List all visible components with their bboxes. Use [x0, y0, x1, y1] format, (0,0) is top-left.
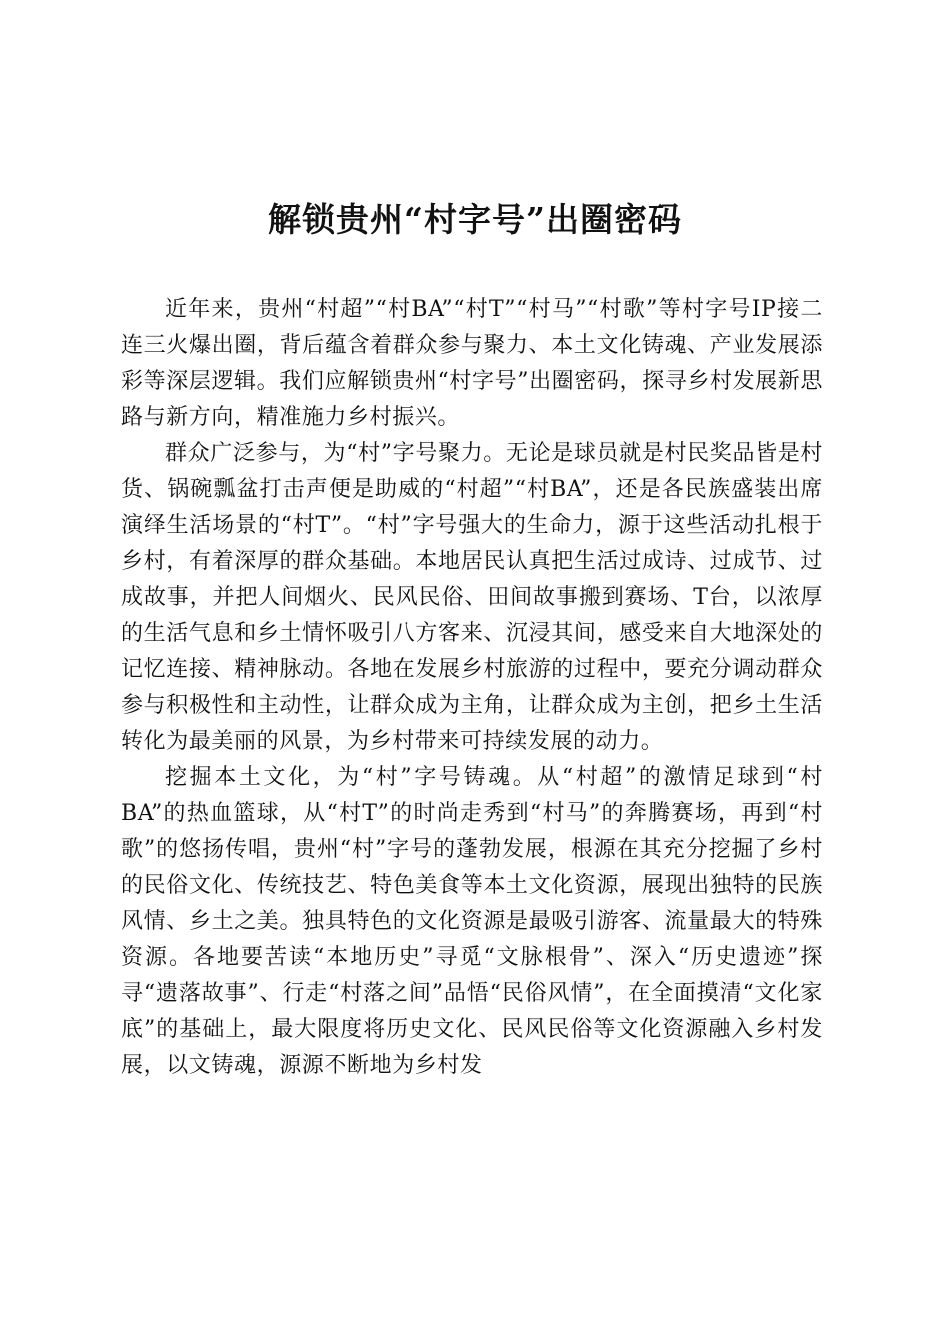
- paragraph-intro: 近年来，贵州“村超”“村BA”“村T”“村马”“村歌”等村字号IP接二连三火爆出圈，背后蕴含着群众参与聚力、本土文化铸魂、产业发展添彩等深层逻辑。我们应解锁贵州“村字号”出圈密码，探寻乡村发展新思路与新方向，精准施力乡村振兴。: [121, 297, 823, 430]
- article-body: [121, 292, 823, 1084]
- article-title: 解锁贵州“村字号”出圈密码: [268, 200, 682, 239]
- paragraph-mass-participation: 群众广泛参与，为“村”字号聚力。无论是球员就是村民奖品皆是村货、锅碗瓢盆打击声便是助威的“村超”“村BA”，还是各民族盛装出席演绎生活场景的“村T”。“村”字号强大的生命力，源于这些活动扎根于乡村，有着深厚的群众基础。本地居民认真把生活过成诗、过成节、过成故事，并把人间烟火、民风民俗、田间故事搬到赛场、T台，以浓厚的生活气息和乡土情怀吸引八方客来、沉浸其间，感受来自大地深处的记忆连接、精神脉动。各地在发展乡村旅游的过程中，要充分调动群众参与积极性和主动性，让群众成为主角，让群众成为主创，把乡土生活转化为最美丽的风景，为乡村带来可持续发展的动力。: [121, 441, 823, 754]
- paragraph-local-culture: 挖掘本土文化，为“村”字号铸魂。从“村超”的激情足球到“村BA”的热血篮球，从“村T”的时尚走秀到“村马”的奔腾赛场，再到“村歌”的悠扬传唱，贵州“村”字号的蓬勃发展，根源在其充分挖掘了乡村的民俗文化、传统技艺、特色美食等本土文化资源，展现出独特的民族风情、乡土之美。独具特色的文化资源是最吸引游客、流量最大的特殊资源。各地要苦读“本地历史”寻觅“文脉根骨”、深入“历史遗迹”探寻“遗落故事”、行走“村落之间”品悟“民俗风情”，在全面摸清“文化家底”的基础上，最大限度将历史文化、民风民俗等文化资源融入乡村发展，以文铸魂，源源不断地为乡村发: [121, 765, 823, 1078]
